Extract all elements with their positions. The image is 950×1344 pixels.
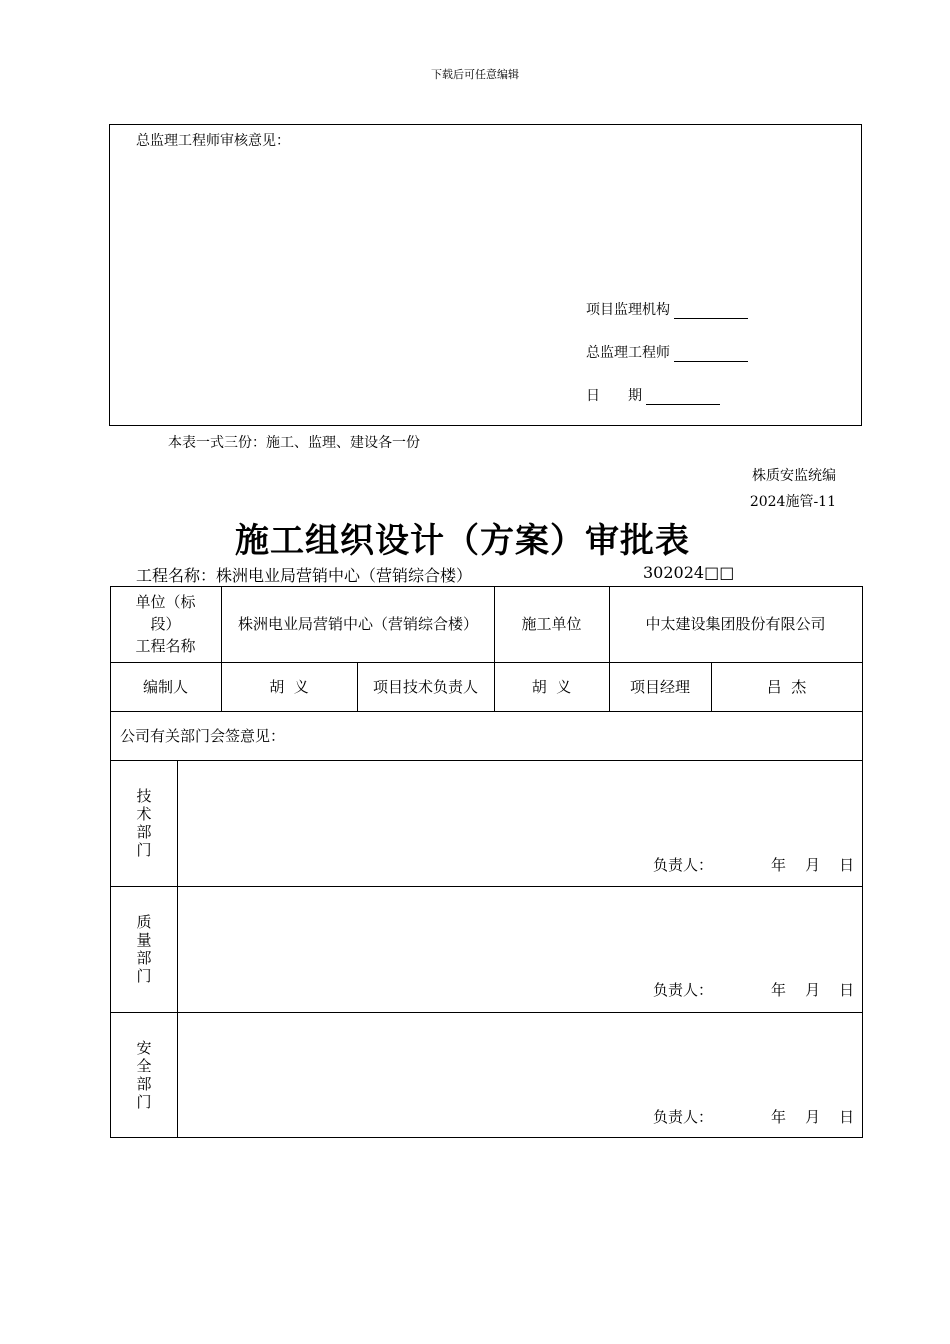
form-title: 施工组织设计（方案）审批表 (235, 521, 690, 561)
unit-label-line: 段） (150, 615, 181, 633)
table-rule (110, 1012, 863, 1013)
dept-safety-label (110, 1039, 178, 1111)
contractor-value: 中太建设集团股份有限公司 (645, 615, 826, 633)
chief-engineer-blank[interactable] (674, 347, 748, 362)
dept-safety-signature (653, 1106, 713, 1127)
dept-char: 术 (136, 805, 152, 823)
table-rule (110, 760, 863, 761)
dept-char: 门 (136, 967, 152, 985)
unit-label-line: 工程名称 (135, 637, 196, 655)
dept-char: 门 (136, 1093, 152, 1111)
project-manager-value: 吕 杰 (766, 677, 807, 696)
copies-note: 本表一式三份：施工、监理、建设各一份 (168, 435, 420, 451)
project-manager-label: 项目经理 (629, 677, 690, 696)
review-date (586, 385, 720, 405)
compiler-label: 编制人 (142, 677, 188, 696)
responsible-label: 负责人： (653, 856, 714, 874)
unit-name-value: 株洲电业局营销中心（营销综合楼） (237, 615, 478, 633)
dept-quality-label (110, 913, 178, 985)
responsible-label: 负责人： (653, 1108, 714, 1126)
project-name: 工程名称：株洲电业局营销中心（营销综合楼） (136, 566, 473, 585)
chief-engineer-signature (586, 342, 748, 362)
tech-lead-label: 项目技术负责人 (372, 677, 478, 696)
dept-char: 部 (136, 1075, 152, 1093)
dept-char: 部 (136, 823, 152, 841)
review-title: 总监理工程师审核意见： (136, 133, 290, 149)
dept-quality-signature (653, 979, 713, 1000)
chief-engineer-label: 总监理工程师 (586, 345, 670, 361)
dept-char: 量 (136, 931, 152, 949)
dept-char: 门 (136, 841, 152, 859)
table-border-bottom (110, 1137, 863, 1138)
contractor-label: 施工单位 (521, 615, 582, 633)
supervision-org-blank[interactable] (674, 304, 748, 319)
dept-char: 全 (136, 1057, 152, 1075)
dept-char: 部 (136, 949, 152, 967)
review-date-label: 日 期 (586, 388, 642, 404)
responsible-label: 负责人： (653, 981, 714, 999)
supervision-org-signature (586, 299, 748, 319)
dept-quality-date: 年 月 日 (771, 981, 855, 999)
dept-char: 技 (136, 787, 152, 805)
serial-number: 302024□□ (643, 563, 735, 582)
unit-name-label (110, 586, 221, 662)
table-rule (110, 886, 863, 887)
dept-tech-date: 年 月 日 (771, 856, 855, 874)
org-code: 株质安监统编 (752, 468, 836, 484)
unit-label-line: 单位（标 (135, 593, 196, 611)
dept-char: 安 (136, 1039, 152, 1057)
tech-lead-value: 胡 义 (531, 677, 572, 696)
dept-char: 质 (136, 913, 152, 931)
form-code: 2024施管-11 (749, 494, 836, 510)
countersign-label: 公司有关部门会签意见： (120, 726, 286, 745)
supervision-org-label: 项目监理机构 (586, 302, 670, 318)
compiler-value: 胡 义 (269, 677, 309, 696)
supervisor-review-box (109, 124, 862, 426)
header-note: 下载后可任意编辑 (431, 68, 519, 81)
review-date-blank[interactable] (646, 390, 720, 405)
dept-safety-date: 年 月 日 (771, 1108, 855, 1126)
table-border-right (862, 586, 863, 1138)
dept-tech-label (110, 787, 178, 859)
dept-tech-signature (653, 854, 713, 875)
